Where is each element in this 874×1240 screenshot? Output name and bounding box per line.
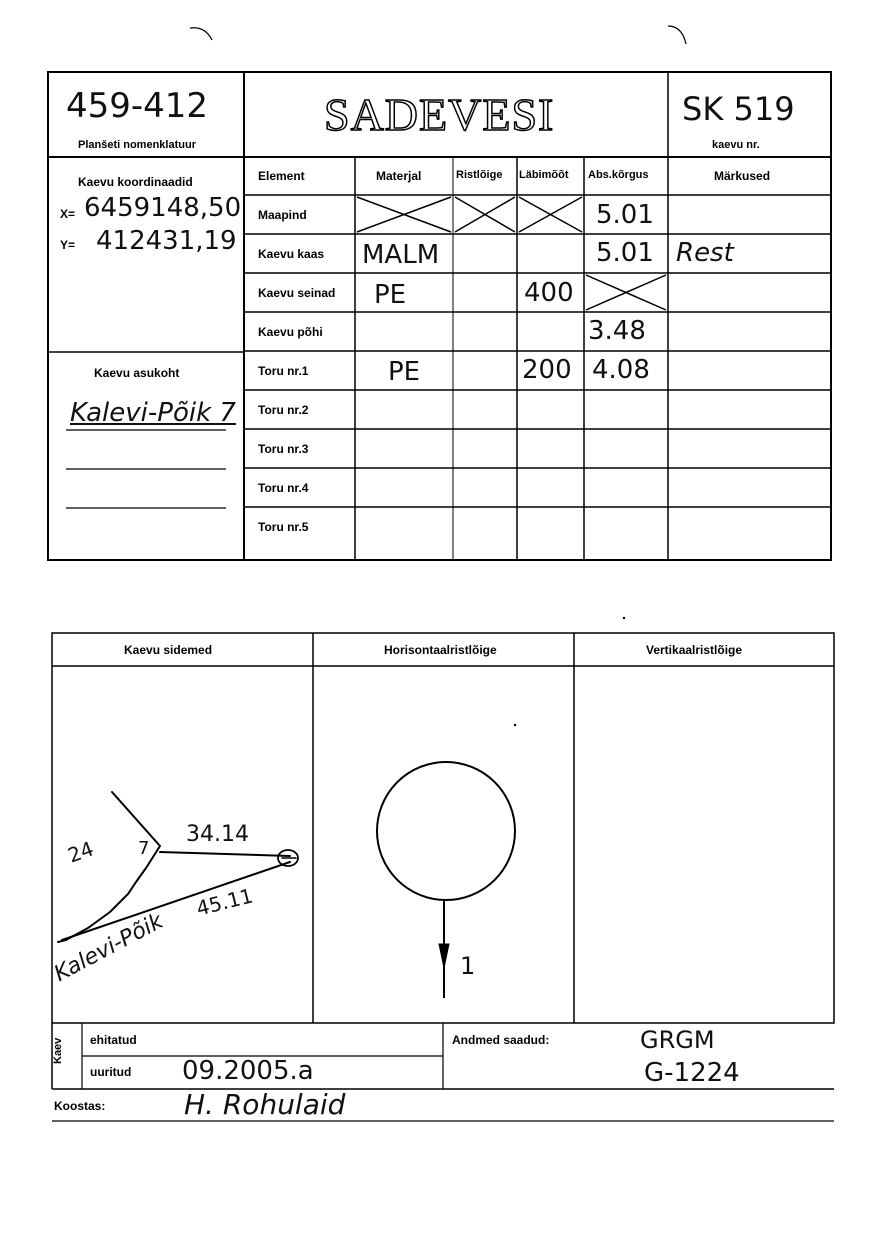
tie-number-2: 7 xyxy=(138,838,150,859)
abs-value-toru-1: 4.08 xyxy=(592,355,650,385)
remark-value-kaevu-kaas: Rest xyxy=(676,238,734,268)
data-source-line2: G-1224 xyxy=(644,1058,740,1088)
tie-distance-2: 45.11 xyxy=(193,883,256,921)
pipe-number: 1 xyxy=(460,952,476,980)
x-label: X= xyxy=(60,207,76,221)
col-header-element: Element xyxy=(258,169,305,183)
data-source-line1: GRGM xyxy=(640,1026,715,1054)
form-title: SADEVESI xyxy=(324,89,555,140)
x-coordinate-value: 6459148,50 xyxy=(84,193,242,223)
tie-distance-1: 34.14 xyxy=(186,822,249,847)
material-value-kaevu-kaas: MALM xyxy=(362,240,440,270)
diameter-value-kaevu-seinad: 400 xyxy=(524,278,574,308)
material-value-toru-1: PE xyxy=(388,357,421,387)
material-value-kaevu-seinad: PE xyxy=(374,280,407,310)
abs-value-kaevu-pohi: 3.48 xyxy=(588,316,646,346)
table-row-element: Toru nr.2 xyxy=(258,403,309,417)
built-label: ehitatud xyxy=(90,1033,137,1047)
y-label: Y= xyxy=(60,238,76,252)
col-header-markused: Märkused xyxy=(714,169,771,183)
data-source-label: Andmed saadud: xyxy=(452,1033,550,1047)
kaev-label: Kaev xyxy=(52,1037,64,1064)
tie-number-1: 24 xyxy=(64,836,97,868)
well-number-value: SK 519 xyxy=(682,90,795,128)
table-row-element: Maapind xyxy=(258,208,307,222)
abs-value-kaevu-kaas: 5.01 xyxy=(596,238,654,268)
table-row-element: Kaevu kaas xyxy=(258,247,325,261)
location-value: Kalevi-Põik 7 xyxy=(70,398,236,428)
horizontal-section-label: Horisontaalristlõige xyxy=(384,643,497,657)
table-row-element: Toru nr.3 xyxy=(258,442,309,456)
coordinates-label: Kaevu koordinaadid xyxy=(78,175,193,189)
location-label: Kaevu asukoht xyxy=(94,366,180,380)
abs-value-maapind: 5.01 xyxy=(596,200,654,230)
table-row-element: Toru nr.1 xyxy=(258,364,309,378)
table-row-element: Toru nr.4 xyxy=(258,481,309,495)
street-name: Kalevi-Põik xyxy=(50,908,168,987)
sheet-nomenclature-value: 459-412 xyxy=(66,86,209,126)
col-header-materjal: Materjal xyxy=(376,169,422,183)
table-row-element: Kaevu seinad xyxy=(258,286,336,300)
compiled-value: H. Rohulaid xyxy=(184,1088,346,1121)
diameter-value-toru-1: 200 xyxy=(522,355,572,385)
compiled-label: Koostas: xyxy=(54,1099,106,1113)
table-row-element: Kaevu põhi xyxy=(258,325,323,339)
surveyed-value: 09.2005.a xyxy=(182,1056,314,1086)
vertical-section-label: Vertikaalristlõige xyxy=(646,643,743,657)
table-row-element: Toru nr.5 xyxy=(258,520,309,534)
y-coordinate-value: 412431,19 xyxy=(96,226,237,256)
well-number-label: kaevu nr. xyxy=(712,139,760,151)
col-header-ristloige: Ristlõige xyxy=(456,169,503,181)
ties-label: Kaevu sidemed xyxy=(124,643,213,657)
sheet-nomenclature-label: Planšeti nomenklatuur xyxy=(78,139,196,151)
surveyed-label: uuritud xyxy=(90,1065,132,1079)
col-header-abs-korgus: Abs.kõrgus xyxy=(588,169,649,181)
col-header-labimoot: Läbimõõt xyxy=(519,169,569,181)
